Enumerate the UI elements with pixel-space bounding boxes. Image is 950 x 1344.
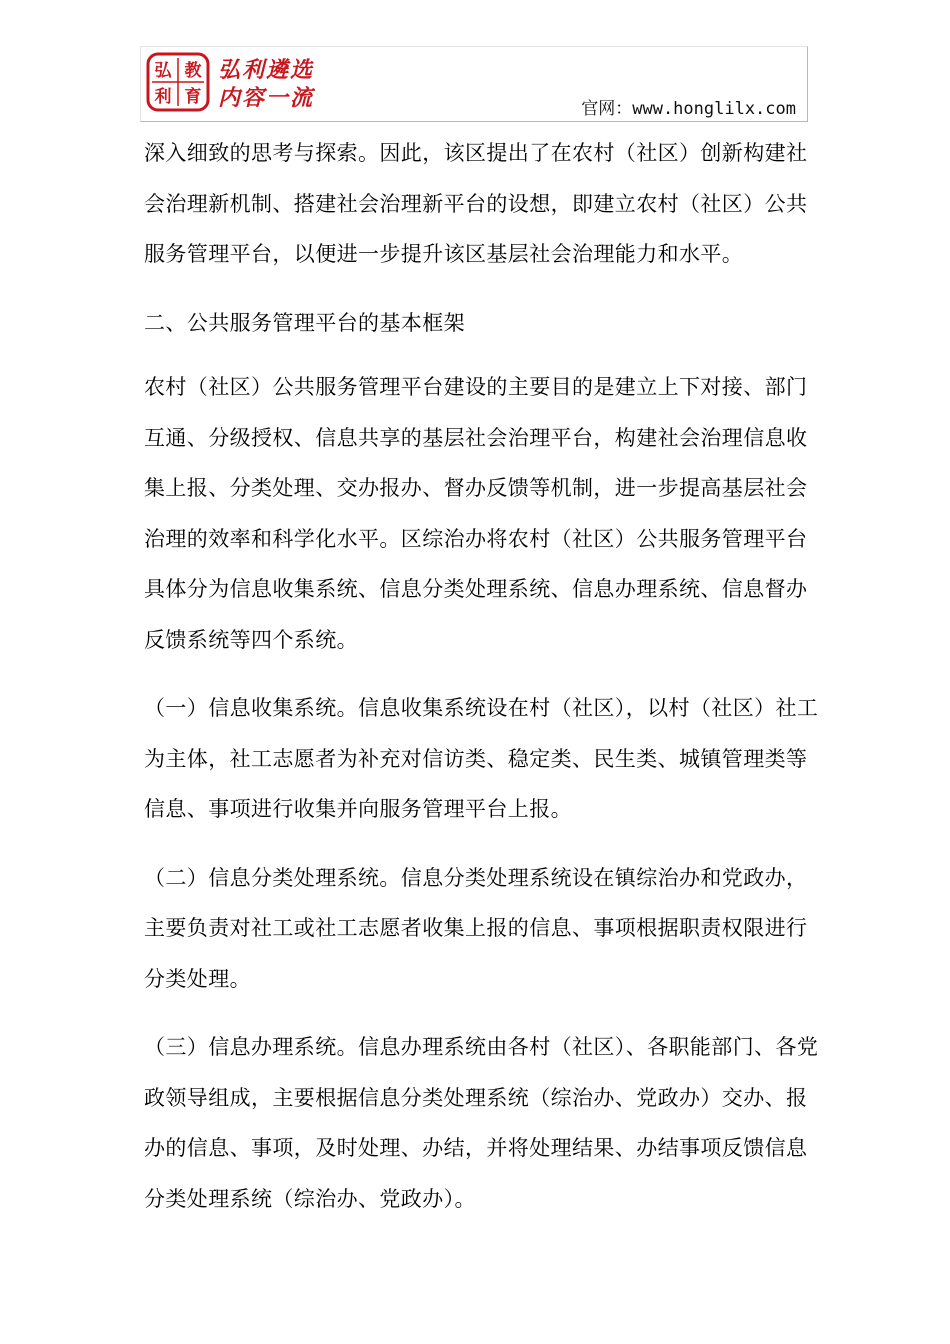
slogan-line-2: 内容一流 xyxy=(218,85,315,111)
paragraph-framework: 农村（社区）公共服务管理平台建设的主要目的是建立上下对接、部门互通、分级授权、信息共享的基层社会治理平台，构建社会治理信息收集上报、分类处理、交办报办、督办反馈等机制，进一步提高基层社会治理的效率和科学化水平。区综治办将农村（社区）公共服务管理平台具体分为信息收集系统、信息分类处理系统、信息办理系统、信息督办反馈系统等四个系统。 xyxy=(144,375,808,652)
slogan-line-1: 弘利遴选 xyxy=(218,57,315,83)
paragraph-intro: 深入细致的思考与探索。因此，该区提出了在农村（社区）创新构建社会治理新机制、搭建社会治理新平台的设想，即建立农村（社区）公共服务管理平台，以便进一步提升该区基层社会治理能力和水平。 xyxy=(144,141,808,266)
section-heading: 二、公共服务管理平台的基本框架 xyxy=(144,310,465,335)
website-label: 官网：www.honglilx.com xyxy=(581,99,796,119)
logo-char: 利 xyxy=(154,87,172,107)
logo-slogan xyxy=(218,56,314,112)
page-header xyxy=(140,46,808,122)
paragraph-collection-system: （一）信息收集系统。信息收集系统设在村（社区），以村（社区）社工为主体，社工志愿者为补充对信访类、稳定类、民生类、城镇管理类等信息、事项进行收集并向服务管理平台上报。 xyxy=(144,696,819,821)
paragraph-classification-system: （二）信息分类处理系统。信息分类处理系统设在镇综治办和党政办，主要负责对社工或社工志愿者收集上报的信息、事项根据职责权限进行分类处理。 xyxy=(144,865,808,991)
logo-char: 弘 xyxy=(154,61,172,81)
document-body xyxy=(144,128,820,1242)
paragraph-handling-system: （三）信息办理系统。信息办理系统由各村（社区）、各职能部门、各党政领导组成，主要根据信息分类处理系统（综治办、党政办）交办、报办的信息、事项，及时处理、办结，并将处理结果、办结事项反馈信息分类处理系统（综治办、党政办）。 xyxy=(144,1035,819,1211)
logo-seal-icon xyxy=(146,52,210,112)
logo-char: 育 xyxy=(184,87,202,107)
logo-char: 教 xyxy=(184,61,202,81)
